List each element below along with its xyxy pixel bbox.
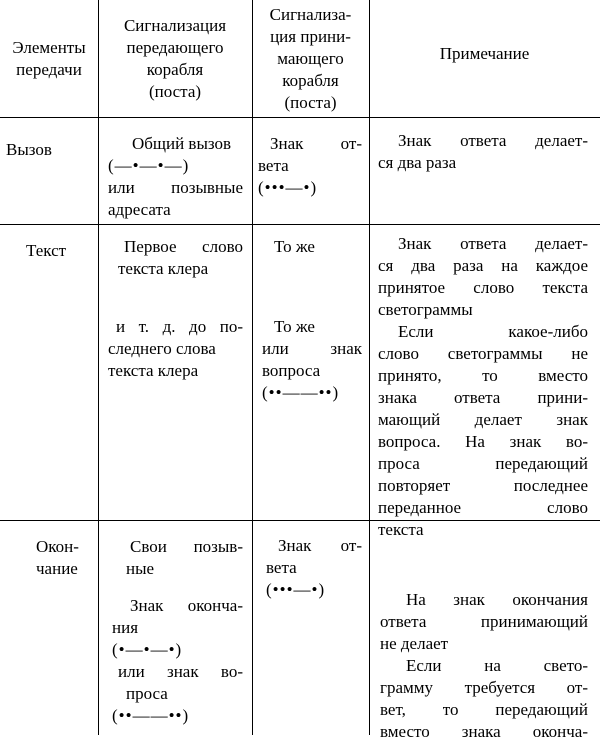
cell-text: или позывные [108,178,243,197]
cell-text: проса [126,684,168,703]
cell-text: То же [274,317,315,336]
row-end-sending [112,536,243,580]
header-text: Сигнализация [123,16,227,35]
header-text: передачи [16,60,82,79]
column-divider [98,0,99,735]
cell-text: Знак ответа делает- [398,234,588,253]
cell-text: Текст [26,241,67,260]
cell-text: и т. д. до по- [116,317,243,336]
header-text: Элементы [12,38,86,57]
header-text: корабля [146,60,204,79]
cell-text: вета [266,558,297,577]
header-sending [100,15,250,103]
cell-text: ния [112,618,139,637]
cell-text: Общий вызов [131,134,232,153]
header-note [371,43,598,65]
row-call-element [6,139,52,161]
cell-text: Знак от- [270,134,362,153]
cell-text: чание [36,559,78,578]
cell-text: Окон- [36,537,79,556]
row-end-element [36,536,79,580]
cell-text: ные [126,559,155,578]
cell-text: вопроса. На знак во- [378,432,588,451]
cell-text: текста [378,520,424,539]
cell-text: мающий делает знак [378,410,588,429]
cell-text: принятое слово текста [378,278,588,297]
row-call-sending [108,133,243,221]
cell-text: светограммы [378,300,473,319]
row-end-receiving [266,535,362,601]
row-text-element [26,240,66,262]
cell-text: Вызов [6,140,52,159]
cell-text: принято, то вместо [378,366,588,385]
cell-text: текста клера [108,361,199,380]
cell-text: проса передающий [378,454,588,473]
cell-text: вет, то передающий [380,700,588,719]
morse-signal: (•—•—•) [112,640,183,659]
cell-text: вета [258,156,289,175]
morse-signal: (•••—•) [258,178,318,197]
row-call-receiving [258,133,362,199]
morse-signal: (•••—•) [266,580,326,599]
row-text-sending-cont [108,316,243,382]
cell-text: слово светограммы не [378,344,588,363]
morse-signal: (••——••) [262,383,340,402]
header-text: корабля [282,71,339,90]
cell-text: вместо знака оконча- [380,722,588,741]
cell-text: ся два раза [378,153,457,172]
morse-signal: (••——••) [112,706,190,725]
cell-text: грамму требуется от- [380,678,588,697]
cell-text: не делает [380,634,449,653]
header-text: (поста) [148,82,202,101]
cell-text: Знак от- [278,536,362,555]
cell-text: следнего слова [108,339,216,358]
row-text-sending [108,236,243,280]
header-receiving [254,4,367,114]
row-divider [0,224,600,225]
cell-text: Если на свето- [406,656,588,675]
column-divider [369,0,370,735]
row-text-note [378,233,588,541]
row-end-sending-cont [112,595,243,727]
column-divider [252,0,253,735]
row-divider [0,117,600,118]
cell-text: Первое слово [124,237,243,256]
row-call-note [378,130,588,174]
cell-text: переданное слово [378,498,588,517]
cell-text: Если какое-либо [398,322,588,341]
cell-text: или знак во- [118,662,243,681]
cell-text: текста клера [118,259,209,278]
row-text-receiving-cont [262,316,362,404]
header-elements [2,37,96,81]
cell-text: повторяет последнее [378,476,588,495]
row-text-receiving [262,236,362,258]
cell-text: Знак ответа делает- [398,131,588,150]
morse-signal: (—•—•—) [108,156,190,175]
cell-text: То же [274,237,315,256]
cell-text: вопроса [262,361,321,380]
cell-text: адресата [108,200,171,219]
cell-text: ся два раза на каждое [378,256,588,275]
header-text: ция прини- [270,27,351,46]
cell-text: ответа принимающий [380,612,588,631]
header-text: Примечание [439,44,530,63]
cell-text: знака ответа прини- [378,388,588,407]
header-text: (поста) [284,93,337,112]
header-text: Сигнализа- [269,5,352,24]
cell-text: На знак окончания [406,590,588,609]
header-text: мающего [277,49,344,68]
cell-text: или знак [262,339,362,358]
cell-text: Знак оконча- [130,596,243,615]
header-text: передающего [126,38,224,57]
cell-text: Свои позыв- [130,537,243,556]
row-end-note [380,589,588,743]
